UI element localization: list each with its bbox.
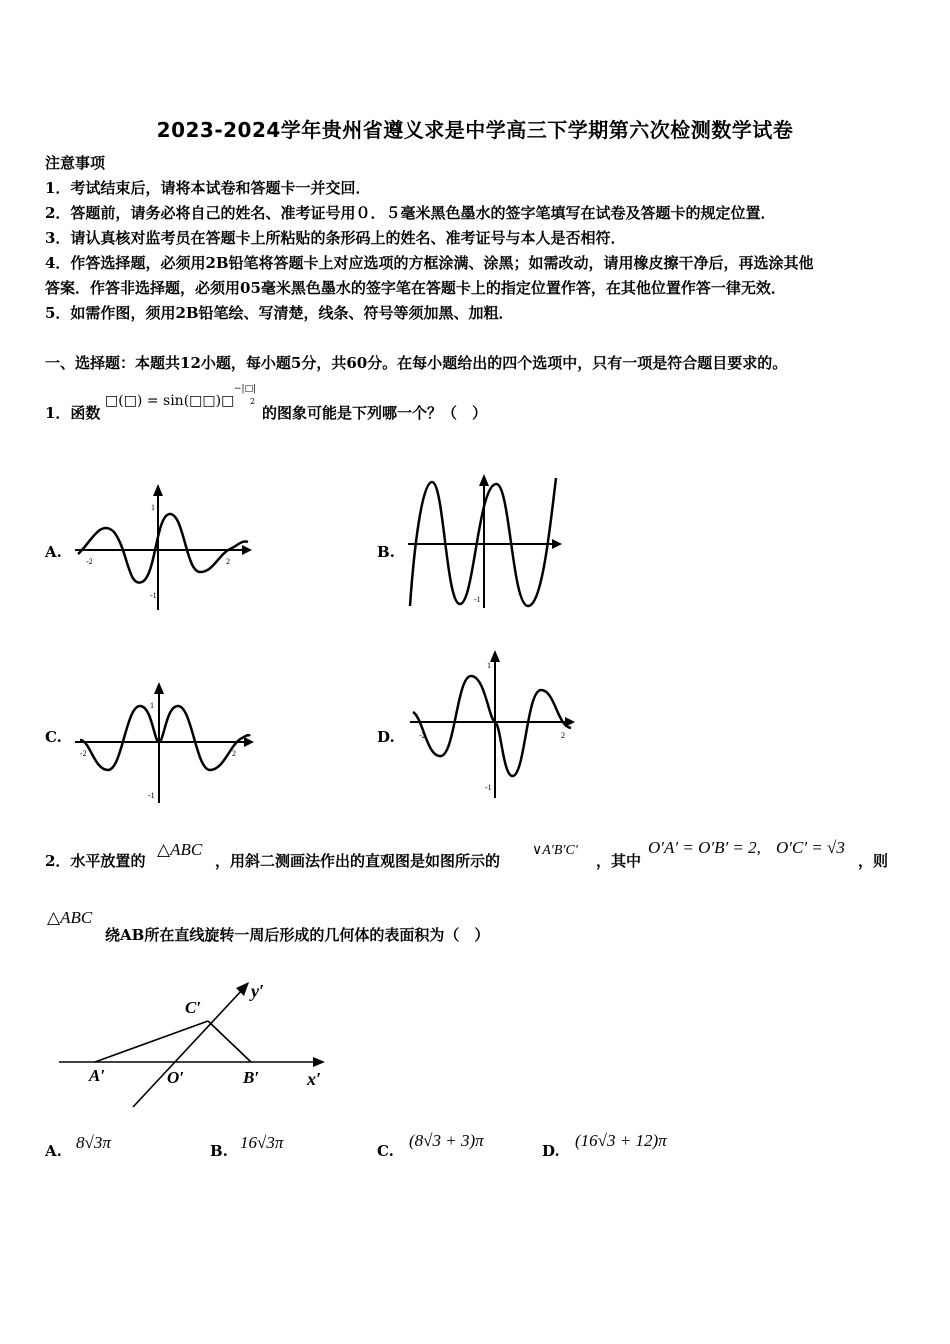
q2-text: ，其中 (596, 852, 642, 870)
q1-graph-a[interactable] (70, 480, 260, 615)
notice-item: 1．考试结束后，请将本试卷和答题卡一并交回． (45, 179, 371, 197)
q2-triangle-prime: ∨A′B′C′ (532, 843, 578, 858)
q2-option-b-value[interactable]: 16√3π (240, 1133, 284, 1152)
tick-label: 2 (232, 749, 236, 758)
x-axis-arrow-icon (244, 737, 254, 747)
tick-label: -2 (419, 731, 426, 740)
q2-prefix: 2．水平放置的 (45, 852, 146, 870)
tick-label: 1 (151, 503, 155, 512)
q2-option-a-value[interactable]: 8√3π (76, 1133, 111, 1152)
q1-option-d-label[interactable]: D. (377, 728, 395, 746)
x-axis-arrow-icon (313, 1057, 325, 1067)
label-y: y′ (251, 981, 265, 1001)
tick-label: -2 (86, 557, 93, 566)
q1-formula: □(□) = sin(□□)□ (105, 393, 235, 409)
label-x: x′ (307, 1069, 322, 1089)
y-axis-arrow-icon (479, 474, 489, 486)
function-curve (413, 676, 571, 776)
y-axis-arrow-icon (154, 682, 164, 694)
x-axis-arrow-icon (552, 539, 562, 549)
tick-label: 2 (226, 557, 230, 566)
q2-text: ，则 (858, 852, 889, 870)
q2-option-c-value[interactable]: (8√3 + 3)π (409, 1131, 484, 1150)
y-axis-arrow-icon (153, 484, 163, 496)
segment-a-c (95, 1021, 208, 1062)
q2-option-d-value[interactable]: (16√3 + 12)π (575, 1131, 667, 1150)
tick-label: -1 (150, 591, 157, 600)
notice-item: 4．作答选择题，必须用2B铅笔将答题卡上对应选项的方框涂满、涂黑；如需改动，请用橡皮擦干净后，再选涂其他 (45, 254, 814, 272)
tick-label: 1 (487, 661, 491, 670)
tick-label: -1 (485, 783, 492, 792)
function-curve (78, 514, 248, 583)
q2-triangle: △ABC (157, 840, 203, 859)
section-heading: 一、选择题：本题共12小题，每小题5分，共60分。在每小题给出的四个选项中，只有一项是符合题目要求的。 (45, 354, 788, 372)
q1-suffix: 的图象可能是下列哪一个？（ ） (262, 404, 488, 422)
notice-item: 答案．作答非选择题，必须用05毫米黑色墨水的签字笔在答题卡上的指定位置作答，在其他位置作答一律无效． (45, 279, 786, 297)
q1-graph-b[interactable] (400, 468, 570, 613)
segment-c-b (208, 1021, 251, 1062)
q1-graph-c[interactable] (70, 678, 265, 808)
q1-option-a-label[interactable]: A. (45, 543, 62, 561)
tick-label: -2 (80, 749, 87, 758)
q2-condition-2: O′C′ = √3 (776, 838, 845, 857)
q2-triangle: △ABC (47, 908, 93, 927)
function-curve (80, 706, 250, 770)
label-b: B′ (243, 1068, 260, 1087)
tick-label: -1 (474, 595, 481, 604)
page-title: 2023-2024学年贵州省遵义求是中学高三下学期第六次检测数学试卷 (156, 118, 794, 142)
q1-option-c-label[interactable]: C. (45, 728, 62, 746)
q1-option-b-label[interactable]: B. (377, 543, 395, 561)
q2-option-a-label[interactable]: A. (45, 1142, 62, 1160)
label-o: O′ (167, 1068, 185, 1087)
q1-exponent-den: 2 (250, 397, 256, 406)
tick-label: 1 (150, 701, 154, 710)
notice-heading: 注意事项 (45, 154, 106, 172)
q2-option-b-label[interactable]: B. (210, 1142, 228, 1160)
tick-label: 2 (561, 731, 565, 740)
tick-label: -1 (148, 791, 155, 800)
notice-item: 5．如需作图，须用2B铅笔绘、写清楚，线条、符号等须加黑、加粗． (45, 304, 514, 322)
q1-prefix: 1．函数 (45, 404, 101, 422)
q2-text: ，用斜二测画法作出的直观图是如图所示的 (215, 852, 501, 870)
x-axis-arrow-icon (242, 545, 252, 555)
q1-exponent: −|□| (234, 384, 257, 394)
notice-item: 2．答题前，请务必将自己的姓名、准考证号用０．５毫米黑色墨水的签字笔填写在试卷及答题卡的规定位置． (45, 204, 776, 222)
label-c: C′ (185, 998, 202, 1017)
y-axis-arrow-icon (490, 650, 500, 662)
q2-option-c-label[interactable]: C. (377, 1142, 394, 1160)
q2-condition-1: O′A′ = O′B′ = 2, (648, 838, 761, 857)
notice-item: 3．请认真核对监考员在答题卡上所粘贴的条形码上的姓名、准考证号与本人是否相符． (45, 229, 626, 247)
label-a: A′ (89, 1066, 106, 1085)
q2-question: 绕AB所在直线旋转一周后形成的几何体的表面积为（ ） (105, 926, 490, 944)
q2-figure (55, 975, 345, 1115)
q1-graph-d[interactable] (405, 648, 585, 808)
q2-option-d-label[interactable]: D. (542, 1142, 560, 1160)
